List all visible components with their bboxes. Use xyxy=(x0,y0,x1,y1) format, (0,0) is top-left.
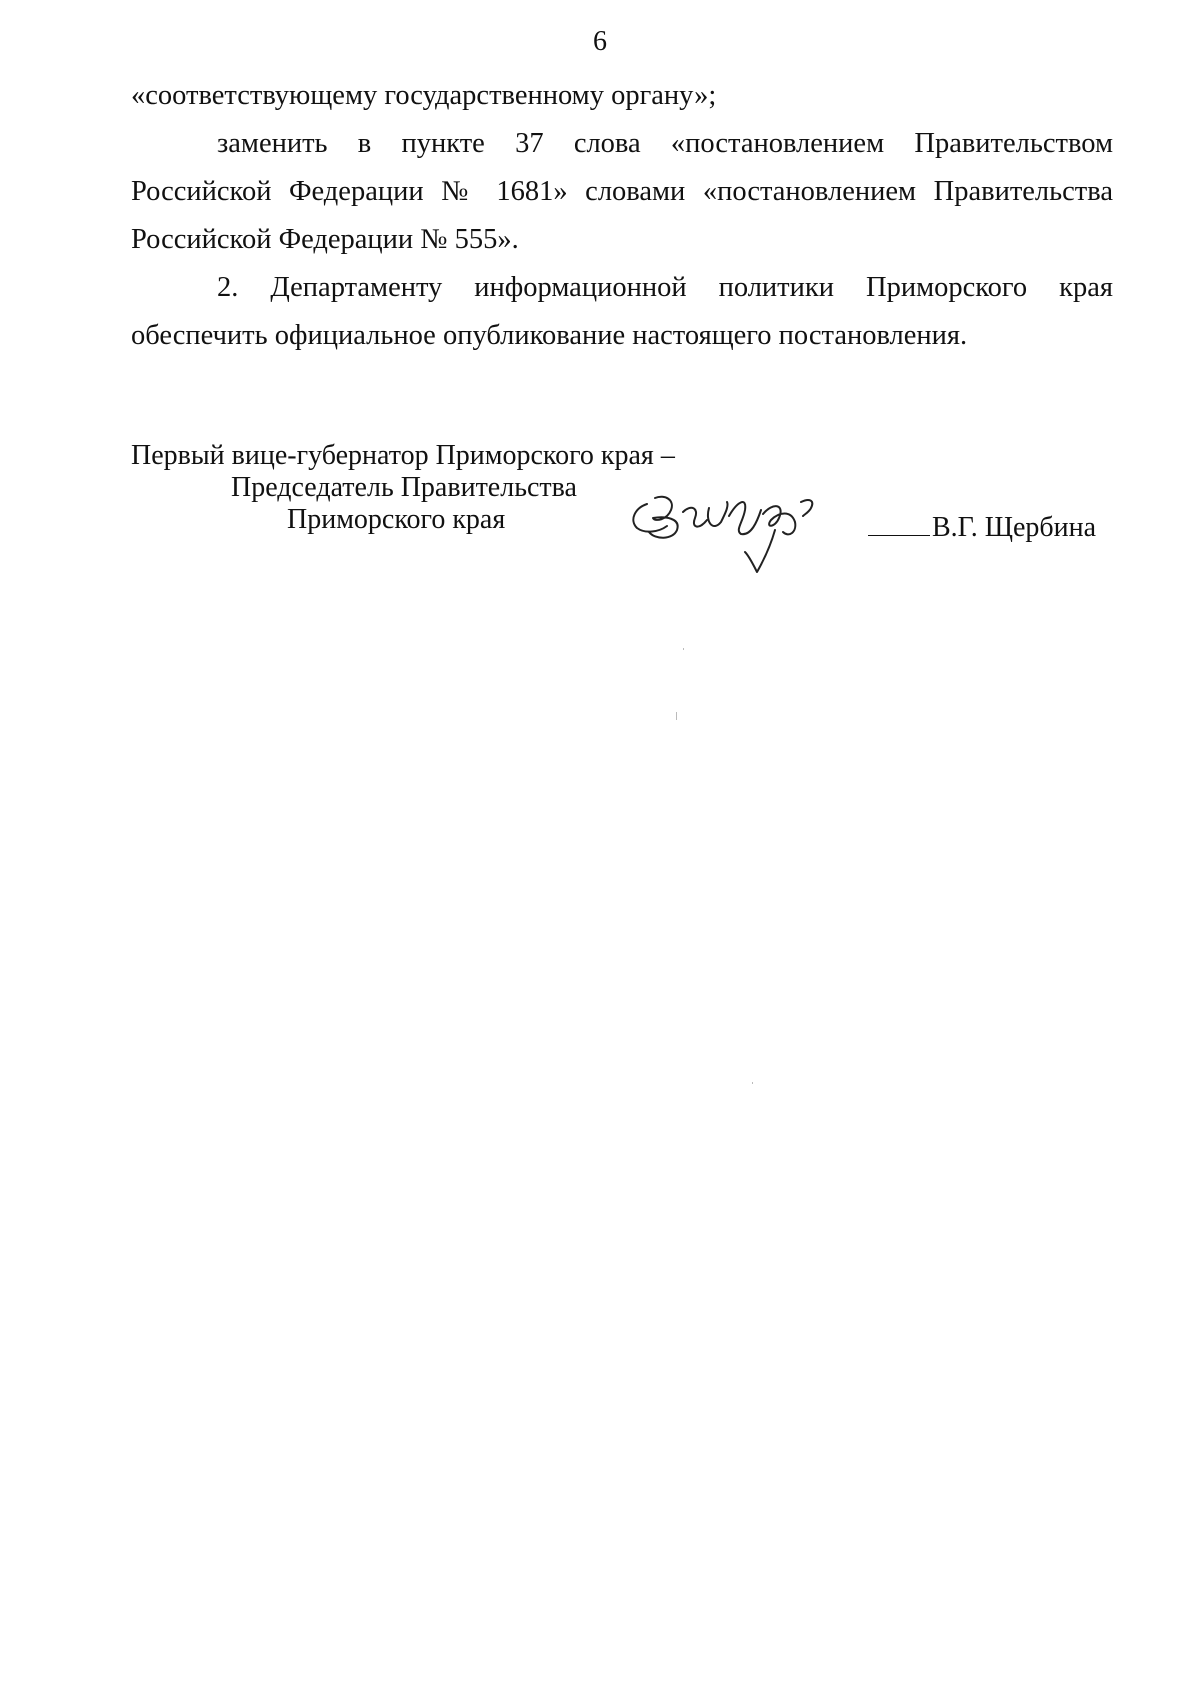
signatory-title-line-1: Первый вице-губернатор Приморского края – xyxy=(131,440,675,471)
handwritten-signature xyxy=(625,482,865,592)
paragraph-line: Российской Федерации № 555». xyxy=(131,224,519,255)
signatory-title-line-3: Приморского края xyxy=(287,504,506,535)
scan-speck xyxy=(752,1082,753,1084)
signatory-title-line-2: Председатель Правительства xyxy=(231,472,577,503)
paragraph-line: Российской Федерации № 1681» словами «постановлением Правительства xyxy=(131,176,1113,207)
scan-speck xyxy=(683,648,684,650)
paragraph-line: «соответствующему государственному органу»; xyxy=(131,80,717,111)
signature-underline xyxy=(868,535,930,536)
signatory-name: В.Г. Щербина xyxy=(932,512,1097,543)
paragraph-line: заменить в пункте 37 слова «постановлением Правительством xyxy=(217,128,1113,159)
paragraph-line: 2. Департаменту информационной политики Приморского края xyxy=(217,272,1113,303)
paragraph-line: обеспечить официальное опубликование настоящего постановления. xyxy=(131,320,968,351)
scan-speck xyxy=(676,712,677,720)
document-body xyxy=(131,72,1113,360)
page-number: 6 xyxy=(593,26,607,57)
